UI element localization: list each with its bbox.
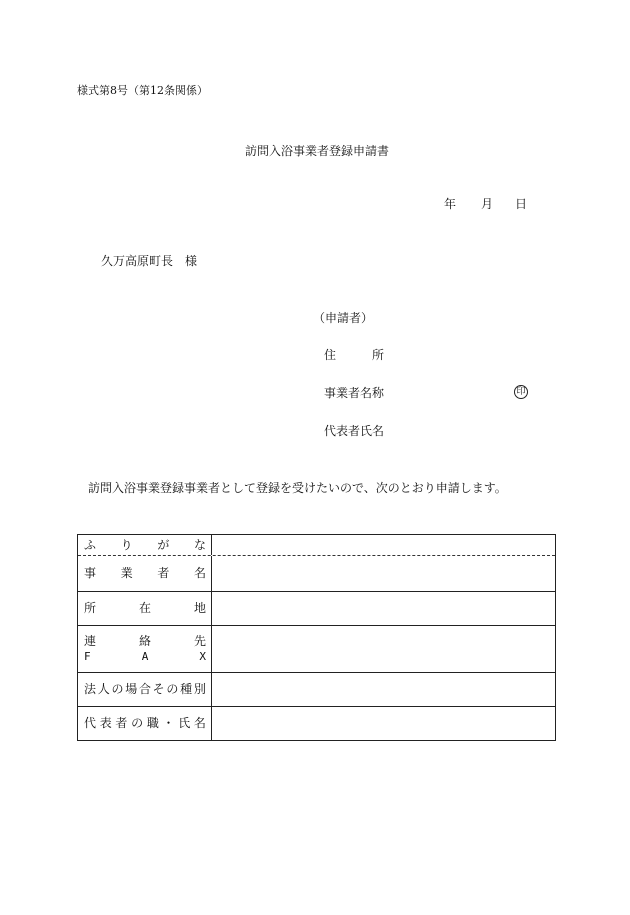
- location-label: [78, 592, 212, 625]
- label-char: の: [131, 716, 144, 730]
- label-char: 地: [193, 601, 206, 615]
- representative-label: 代表者氏名: [324, 424, 385, 438]
- label-char: 氏: [178, 716, 191, 730]
- label-char: 絡: [138, 634, 151, 648]
- label-char: 名: [193, 716, 206, 730]
- label-char: 合: [138, 682, 151, 696]
- representative-value[interactable]: [212, 707, 555, 740]
- label-char: 在: [138, 601, 151, 615]
- label-char: 名: [193, 566, 206, 580]
- business-name-value[interactable]: [212, 556, 555, 591]
- business-name-label: 事業者名称: [324, 386, 385, 400]
- table-row-corporation-type: [78, 672, 555, 706]
- contact-fax-label: [78, 626, 212, 672]
- location-value[interactable]: [212, 592, 555, 625]
- label-char: 事: [84, 566, 97, 580]
- furigana-char: な: [193, 537, 206, 552]
- furigana-label: [78, 535, 212, 555]
- table-row-business-name: [78, 555, 555, 591]
- label-char: 者: [157, 566, 170, 580]
- label-char: の: [111, 682, 124, 696]
- contact-value[interactable]: [212, 626, 555, 672]
- label-char: F: [84, 650, 91, 663]
- label-char: 種: [180, 682, 193, 696]
- document-title: 訪問入浴事業者登録申請書: [245, 144, 390, 158]
- label-char: 法: [84, 682, 97, 696]
- furigana-char: が: [157, 537, 170, 552]
- form-number: 様式第8号（第12条関係）: [77, 84, 208, 97]
- label-char: ・: [162, 716, 175, 730]
- furigana-char: ふ: [84, 537, 97, 552]
- furigana-value[interactable]: [212, 535, 555, 555]
- label-char: 場: [125, 682, 138, 696]
- label-char: 代: [84, 716, 97, 730]
- furigana-char: り: [120, 537, 133, 552]
- representative-title-name-label: [78, 707, 212, 740]
- label-char: A: [141, 650, 149, 663]
- applicant-heading: （申請者）: [313, 311, 374, 325]
- address-label-2: 所: [372, 348, 385, 362]
- label-char: 職: [146, 716, 159, 730]
- label-char: 別: [193, 682, 206, 696]
- label-char: の: [166, 682, 179, 696]
- date-day-label: 日: [515, 197, 528, 211]
- address-label-1: 住: [324, 348, 337, 362]
- table-row-contact: [78, 625, 555, 672]
- label-char: 所: [84, 601, 97, 615]
- date-month-label: 月: [481, 197, 494, 211]
- label-char: そ: [152, 682, 165, 696]
- table-row-representative: [78, 706, 555, 740]
- label-char: 表: [99, 716, 112, 730]
- label-char: 業: [120, 566, 133, 580]
- corporation-type-label: [78, 673, 212, 706]
- application-statement: 訪問入浴事業登録事業者として登録を受けたいので、次のとおり申請します。: [88, 481, 507, 495]
- label-char: 人: [97, 682, 110, 696]
- label-char: 先: [193, 634, 206, 648]
- label-char: 連: [84, 634, 97, 648]
- application-table: [77, 534, 556, 741]
- table-row-furigana: [78, 535, 555, 555]
- date-year-label: 年: [444, 197, 457, 211]
- business-name-label: [78, 556, 212, 591]
- seal-mark: 印: [514, 385, 528, 399]
- label-char: 者: [115, 716, 128, 730]
- addressee: 久万高原町長 様: [101, 254, 198, 268]
- corporation-type-value[interactable]: [212, 673, 555, 706]
- label-char: X: [199, 650, 206, 663]
- table-row-location: [78, 591, 555, 625]
